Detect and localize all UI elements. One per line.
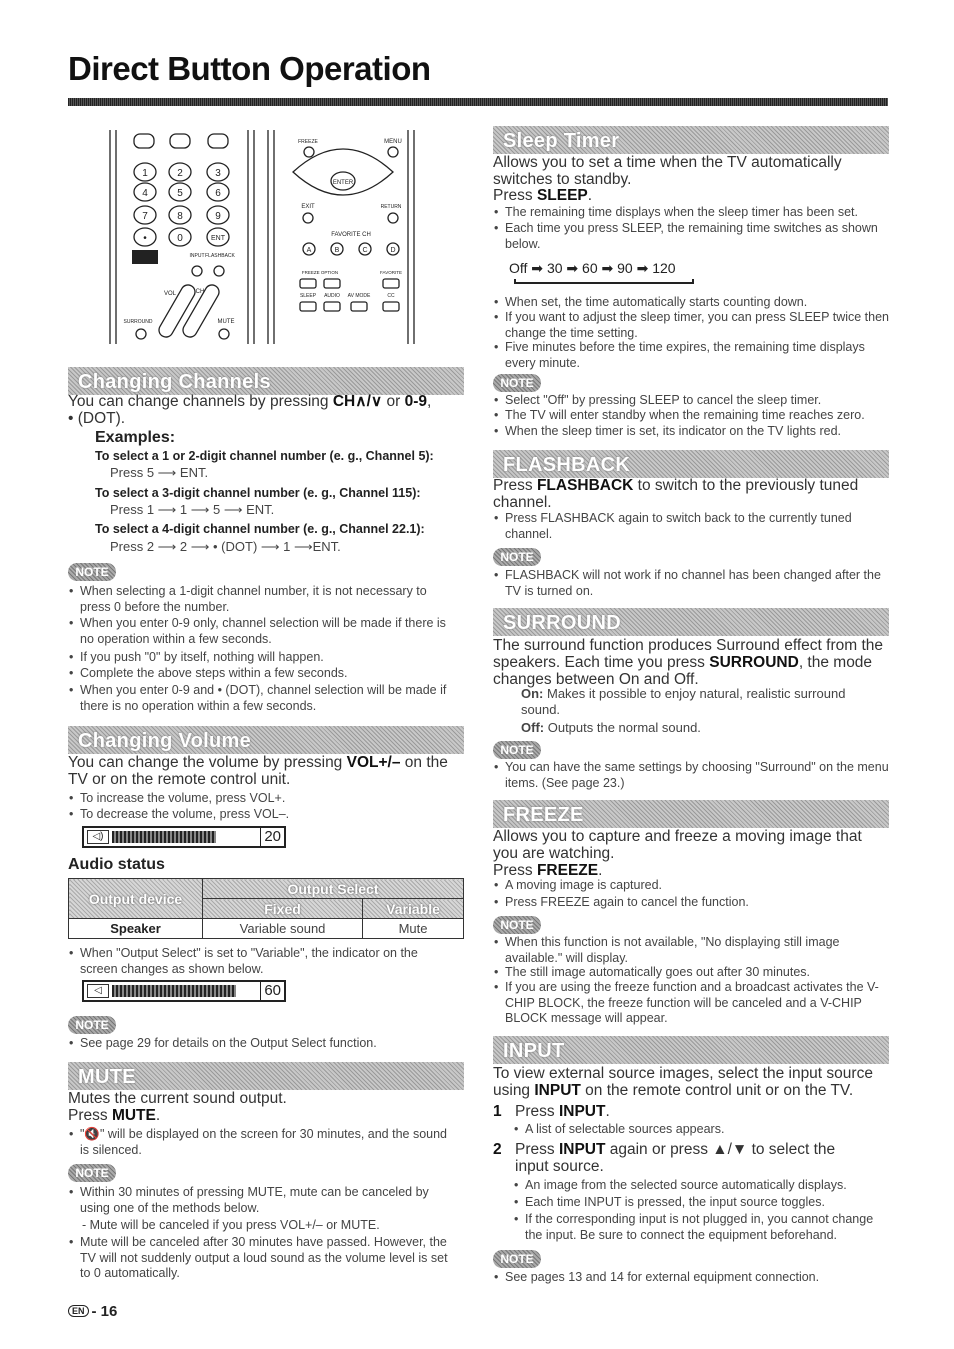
output-select-header: Output Select bbox=[203, 879, 464, 899]
flashback-line: Press FLASHBACK to switch to the previously tuned channel. bbox=[493, 477, 859, 511]
speaker-cell: Speaker bbox=[69, 919, 203, 939]
freeze-bullet: • A moving image is captured. bbox=[493, 878, 889, 894]
remote-surround-label: SURROUND bbox=[123, 319, 153, 325]
sleep-bullet: • If you want to adjust the sleep timer, you can press SLEEP twice then change the time setting. bbox=[493, 310, 889, 341]
audio-status-label: Audio status bbox=[68, 856, 165, 873]
freeze-note: • If you are using the freeze function and a broadcast activates the V-CHIP BLOCK, the freeze function will be canceled and a V-CHIP BLOCK message will appear. bbox=[493, 980, 889, 1027]
remote-mute-label: MUTE bbox=[217, 319, 235, 325]
input-step2: 2 Press INPUT again or press ▲/▼ to select the input source. bbox=[493, 1141, 836, 1175]
note-badge: NOTE bbox=[493, 741, 541, 759]
channel-note: • Complete the above steps within a few seconds. bbox=[68, 666, 458, 682]
mute-cell: Mute bbox=[363, 919, 464, 939]
remote-digit-4: 4 bbox=[142, 188, 148, 199]
remote-audio-label: AUDIO bbox=[324, 293, 340, 299]
remote-freeze-label: FREEZE bbox=[298, 139, 318, 145]
sleep-note: • The TV will enter standby when the remaining time reaches zero. bbox=[493, 408, 889, 424]
volume-bar-fixed bbox=[82, 826, 286, 848]
page-title: Direct Button Operation bbox=[68, 50, 431, 87]
changing-channels-heading: Changing Channels bbox=[68, 367, 464, 395]
mute-note-sub: - Mute will be canceled if you press VOL+/– or MUTE. bbox=[82, 1218, 380, 1232]
channel-note: • When you enter 0-9 only, channel selection will be made if there is no operation within a few seconds. bbox=[68, 616, 458, 647]
remote-button-a: A bbox=[306, 247, 312, 254]
freeze-press: Press FREEZE. bbox=[493, 862, 603, 879]
note-badge: NOTE bbox=[68, 1164, 116, 1182]
remote-return-label: RETURN bbox=[380, 204, 402, 210]
mute-heading: MUTE bbox=[68, 1062, 464, 1090]
remote-exit-label: EXIT bbox=[301, 204, 315, 210]
remote-avmode-label: AV MODE bbox=[347, 293, 371, 299]
remote-row-label-freeze-option: FREEZE OPTION bbox=[301, 270, 339, 275]
remote-digit-8: 8 bbox=[177, 211, 183, 222]
example2-title: To select a 3-digit channel number (e. g., Channel 115): bbox=[95, 486, 421, 500]
note-badge: NOTE bbox=[68, 1016, 116, 1034]
freeze-note: • When this function is not available, "No displaying still image available." will display. bbox=[493, 935, 889, 966]
surround-off: Off: Outputs the normal sound. bbox=[521, 720, 701, 735]
en-badge: EN bbox=[68, 1305, 89, 1317]
remote-input-label: INPUT bbox=[189, 253, 205, 259]
freeze-line: Allows you to capture and freeze a moving image that you are watching. bbox=[493, 828, 862, 862]
fixed-header: Fixed bbox=[203, 899, 363, 919]
volume-bullet: • To increase the volume, press VOL+. bbox=[68, 791, 458, 807]
remote-button-d: D bbox=[390, 247, 396, 254]
freeze-bullet: • Press FREEZE again to cancel the function. bbox=[493, 895, 889, 911]
example1-steps: Press 5 ⟶ ENT. bbox=[110, 465, 209, 480]
changing-channels-intro: You can change channels by pressing CH∧/∨ or 0-9, bbox=[68, 393, 432, 410]
page-number: EN - 16 bbox=[68, 1303, 117, 1320]
volume-bar-variable bbox=[82, 980, 286, 1002]
note-badge: NOTE bbox=[68, 563, 116, 581]
remote-digit-1: 1 bbox=[142, 168, 148, 179]
remote-digit-7: 7 bbox=[142, 211, 148, 222]
volume-bullet: • To decrease the volume, press VOL–. bbox=[68, 807, 458, 823]
variable-header: Variable bbox=[363, 899, 464, 919]
note-badge: NOTE bbox=[493, 916, 541, 934]
input-line: To view external source images, select the input source using INPUT on the remote control unit or on the TV. bbox=[493, 1065, 873, 1099]
freeze-heading: FREEZE bbox=[493, 800, 889, 828]
input-heading: INPUT bbox=[493, 1036, 889, 1064]
remote-flashback-label: FLASHBACK bbox=[205, 253, 235, 259]
note-badge: NOTE bbox=[493, 374, 541, 392]
remote-button-c: C bbox=[362, 247, 368, 254]
flashback-note: • FLASHBACK will not work if no channel has been changed after the TV is turned on. bbox=[493, 568, 889, 599]
mute-note: • Mute will be canceled after 30 minutes have passed. However, the TV will not suddenly output a loud sound as the volume level is set to 0 automatically. bbox=[68, 1235, 458, 1282]
remote-vol-label: VOL bbox=[163, 291, 177, 297]
after-table-text: • When "Output Select" is set to "Variable", the indicator on the screen changes as shown below. bbox=[68, 946, 458, 977]
speaker-icon: ◁ bbox=[87, 984, 109, 998]
sleep-note: • Select "Off" by pressing SLEEP to cancel the sleep timer. bbox=[493, 393, 889, 409]
example2-steps: Press 1 ⟶ 1 ⟶ 5 ⟶ ENT. bbox=[110, 502, 275, 517]
sleep-bullet: • Five minutes before the time expires, the remaining time displays every minute. bbox=[493, 340, 889, 371]
input-note: • See pages 13 and 14 for external equipment connection. bbox=[493, 1270, 889, 1286]
mute-line: Mutes the current sound output. bbox=[68, 1090, 287, 1107]
remote-digit-5: 5 bbox=[177, 188, 183, 199]
input-step2-bullet: • Each time INPUT is pressed, the input source toggles. bbox=[513, 1195, 889, 1211]
sleep-bullet: • Each time you press SLEEP, the remaining time switches as shown below. bbox=[493, 221, 889, 252]
remote-cc-label: CC bbox=[387, 293, 395, 299]
variable-sound-cell: Variable sound bbox=[203, 919, 363, 939]
input-step2-bullet: • If the corresponding input is not plugged in, you cannot change the input. Be sure to connect the equipment beforehand. bbox=[513, 1212, 889, 1243]
input-step1: 1 Press INPUT. bbox=[493, 1103, 610, 1120]
surround-line: The surround function produces Surround effect from the speakers. Each time you press SURROUND, the mode changes between On and Off. bbox=[493, 637, 884, 688]
sleep-press: Press SLEEP. bbox=[493, 187, 593, 204]
example3-title: To select a 4-digit channel number (e. g., Channel 22.1): bbox=[95, 522, 425, 536]
remote-digit-ent: ENT bbox=[211, 235, 225, 242]
sleep-cycle-return-arrow bbox=[514, 279, 694, 284]
surround-on: On: Makes it possible to enjoy natural, realistic surround sound. bbox=[521, 686, 846, 717]
volume-bar-fill bbox=[112, 831, 216, 843]
note-badge: NOTE bbox=[493, 548, 541, 566]
surround-heading: SURROUND bbox=[493, 608, 889, 636]
sleep-bullet: • When set, the time automatically starts counting down. bbox=[493, 295, 889, 311]
output-device-header: Output device bbox=[69, 879, 203, 919]
input-step2-bullet: • An image from the selected source automatically displays. bbox=[513, 1178, 889, 1194]
remote-row-label-favorite: FAVORITE bbox=[380, 270, 402, 275]
remote-button-b: B bbox=[334, 247, 340, 254]
volume-bar-value: 60 bbox=[260, 982, 281, 1000]
surround-note: • You can have the same settings by choosing "Surround" on the menu items. (See page 23.) bbox=[493, 760, 889, 791]
speaker-icon: ◁) bbox=[87, 830, 109, 844]
remote-digit-3: 3 bbox=[215, 168, 221, 179]
freeze-note: • The still image automatically goes out after 30 minutes. bbox=[493, 965, 889, 981]
sleep-timer-heading: Sleep Timer bbox=[493, 126, 889, 154]
mute-bullet: • "🔇" will be displayed on the screen for 30 minutes, and the sound is silenced. bbox=[68, 1127, 458, 1158]
channel-note: • When you enter 0-9 and • (DOT), channel selection will be made if there is no operation within a few seconds. bbox=[68, 683, 458, 714]
remote-digit-0: 0 bbox=[177, 233, 183, 244]
remote-illustration bbox=[108, 130, 420, 344]
channel-note: • If you push "0" by itself, nothing will happen. bbox=[68, 650, 458, 666]
volume-bar-fill bbox=[112, 985, 236, 997]
flashback-heading: FLASHBACK bbox=[493, 450, 889, 478]
sleep-cycle: Off ➡ 30 ➡ 60 ➡ 90 ➡ 120 bbox=[509, 260, 676, 276]
volume-bar-value: 20 bbox=[260, 828, 281, 846]
audio-status-table bbox=[68, 878, 464, 939]
channel-note: • When selecting a 1-digit channel number, it is not necessary to press 0 before the number. bbox=[68, 584, 458, 615]
examples-label: Examples: bbox=[95, 429, 176, 446]
remote-ch-label: CH bbox=[195, 289, 205, 295]
example3-steps: Press 2 ⟶ 2 ⟶ • (DOT) ⟶ 1 ⟶ENT. bbox=[110, 539, 341, 554]
mute-press: Press MUTE. bbox=[68, 1107, 161, 1124]
mute-note: • Within 30 minutes of pressing MUTE, mute can be canceled by using one of the methods below. bbox=[68, 1185, 458, 1216]
input-step1-bullet: • A list of selectable sources appears. bbox=[513, 1122, 889, 1138]
flashback-bullet: • Press FLASHBACK again to switch back to the currently tuned channel. bbox=[493, 511, 889, 542]
remote-favorite-ch-label: FAVORITE CH bbox=[331, 232, 371, 238]
remote-sleep-label: SLEEP bbox=[299, 293, 317, 299]
volume-note: • See page 29 for details on the Output Select function. bbox=[68, 1036, 458, 1052]
changing-volume-intro: You can change the volume by pressing VOL+/– on the TV or on the remote control unit. bbox=[68, 754, 448, 788]
changing-volume-heading: Changing Volume bbox=[68, 726, 464, 754]
remote-digit-2: 2 bbox=[177, 168, 183, 179]
remote-enter-label: ENTER bbox=[332, 180, 354, 186]
sleep-bullet: • The remaining time displays when the sleep timer has been set. bbox=[493, 205, 889, 221]
remote-digit-9: 9 bbox=[215, 211, 221, 222]
note-badge: NOTE bbox=[493, 1250, 541, 1268]
remote-digit-dot: • bbox=[143, 233, 147, 244]
example1-title: To select a 1 or 2-digit channel number (e. g., Channel 5): bbox=[95, 449, 434, 463]
title-rule bbox=[68, 98, 888, 106]
sleep-line: Allows you to set a time when the TV automatically switches to standby. bbox=[493, 154, 842, 188]
sleep-note: • When the sleep timer is set, its indicator on the TV lights red. bbox=[493, 424, 889, 440]
remote-menu-label: MENU bbox=[384, 139, 402, 145]
changing-channels-dot: • (DOT). bbox=[68, 410, 126, 427]
remote-digit-6: 6 bbox=[215, 188, 221, 199]
